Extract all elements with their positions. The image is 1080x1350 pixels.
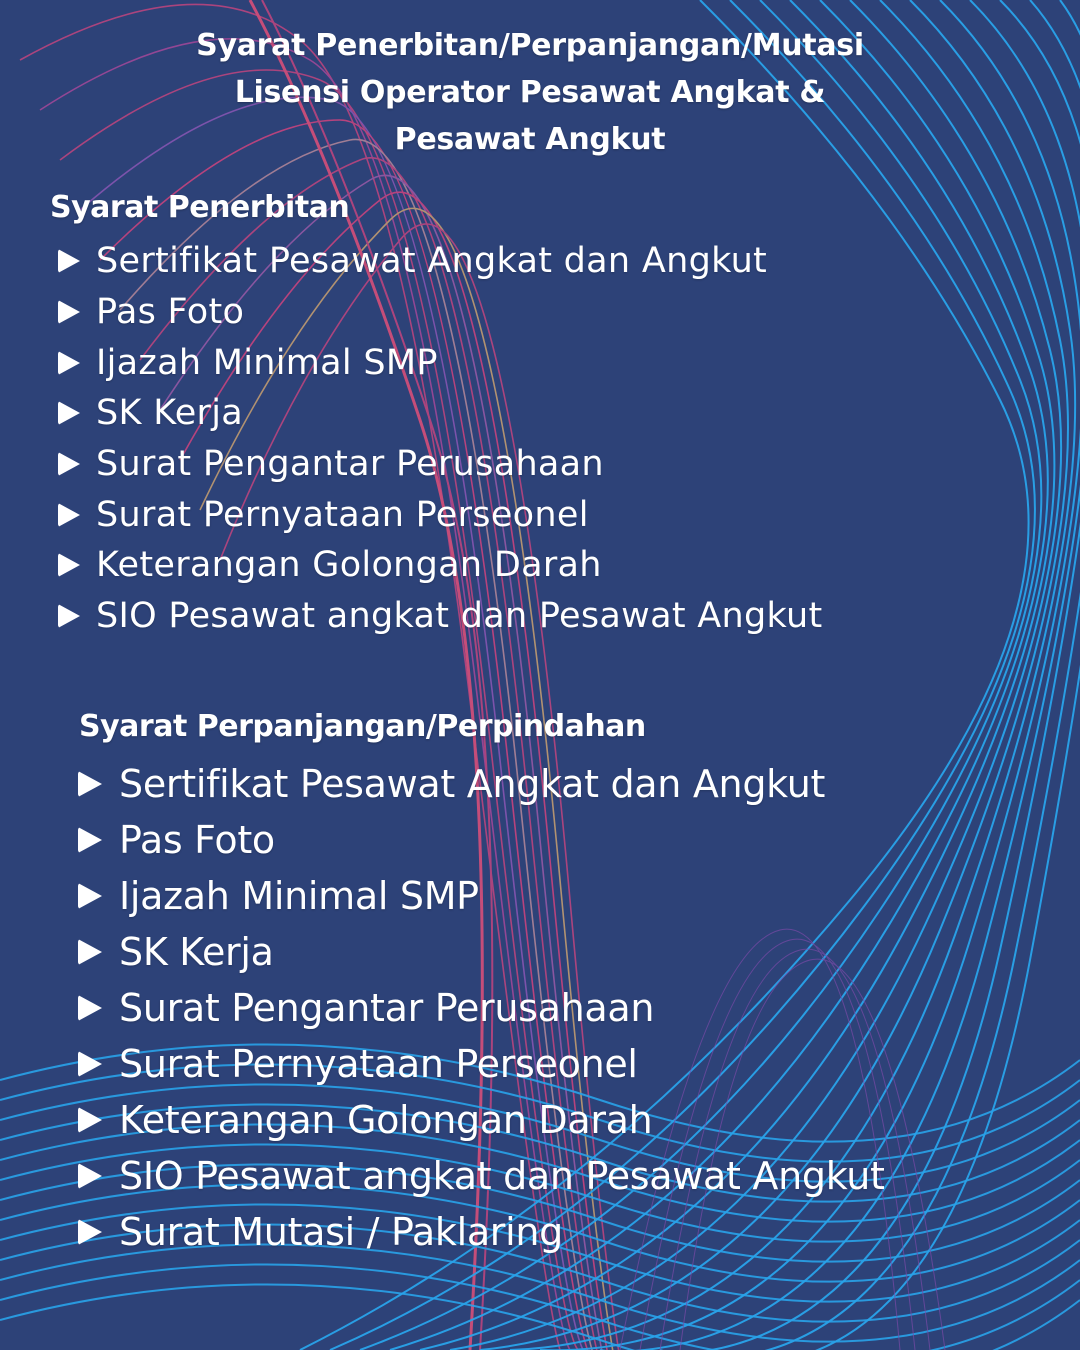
list-item <box>58 337 823 388</box>
list-item-label: Keterangan Golongan Darah <box>96 545 602 586</box>
list-item <box>58 439 823 490</box>
play-triangle-icon <box>58 604 80 628</box>
list-item-label: Surat Pernyataan Perseonel <box>119 1042 638 1086</box>
list-item-label: Surat Pernyataan Perseonel <box>96 494 589 535</box>
section-heading-penerbitan: Syarat Penerbitan <box>50 190 350 225</box>
title-line: Lisensi Operator Pesawat Angkat & <box>234 75 826 110</box>
list-item-label: Surat Pengantar Perusahaan <box>119 986 655 1030</box>
title-line: Syarat Penerbitan/Perpanjangan/Mutasi <box>196 28 864 63</box>
list-item-label: Surat Mutasi / Paklaring <box>119 1210 563 1254</box>
list-item <box>58 591 823 642</box>
list-item-label: SIO Pesawat angkat dan Pesawat Angkut <box>119 1154 885 1198</box>
list-item <box>58 489 823 540</box>
list-item <box>58 236 823 287</box>
list-item-label: Surat Pengantar Perusahaan <box>96 444 604 485</box>
requirements-list-penerbitan <box>58 236 823 642</box>
play-triangle-icon <box>78 1051 102 1077</box>
list-item <box>78 980 885 1036</box>
play-triangle-icon <box>78 827 102 853</box>
list-item <box>78 1092 885 1148</box>
list-item <box>78 812 885 868</box>
play-triangle-icon <box>58 452 80 476</box>
play-triangle-icon <box>78 883 102 909</box>
list-item-label: SK Kerja <box>96 393 243 434</box>
list-item <box>58 540 823 591</box>
requirements-list-perpanjangan <box>78 756 885 1260</box>
list-item-label: Keterangan Golongan Darah <box>119 1098 653 1142</box>
play-triangle-icon <box>58 300 80 324</box>
play-triangle-icon <box>78 995 102 1021</box>
list-item <box>58 388 823 439</box>
play-triangle-icon <box>58 401 80 425</box>
section-heading-perpanjangan: Syarat Perpanjangan/Perpindahan <box>79 709 646 744</box>
list-item-label: Pas Foto <box>96 292 245 333</box>
play-triangle-icon <box>78 939 102 965</box>
play-triangle-icon <box>58 249 80 273</box>
play-triangle-icon <box>58 553 80 577</box>
list-item-label: Ijazah Minimal SMP <box>119 874 479 918</box>
title-line: Pesawat Angkut <box>394 122 666 157</box>
list-item <box>78 924 885 980</box>
list-item <box>78 1036 885 1092</box>
list-item-label: Pas Foto <box>119 818 275 862</box>
play-triangle-icon <box>78 1107 102 1133</box>
play-triangle-icon <box>78 771 102 797</box>
list-item <box>78 868 885 924</box>
page-title <box>130 22 930 163</box>
list-item-label: Ijazah Minimal SMP <box>96 342 438 383</box>
play-triangle-icon <box>58 351 80 375</box>
list-item <box>78 1204 885 1260</box>
list-item <box>58 287 823 338</box>
list-item-label: SK Kerja <box>119 930 274 974</box>
list-item <box>78 1148 885 1204</box>
list-item <box>78 756 885 812</box>
play-triangle-icon <box>58 503 80 527</box>
list-item-label: SIO Pesawat angkat dan Pesawat Angkut <box>96 596 823 637</box>
list-item-label: Sertifikat Pesawat Angkat dan Angkut <box>96 241 768 282</box>
list-item-label: Sertifikat Pesawat Angkat dan Angkut <box>119 762 826 806</box>
play-triangle-icon <box>78 1163 102 1189</box>
play-triangle-icon <box>78 1219 102 1245</box>
